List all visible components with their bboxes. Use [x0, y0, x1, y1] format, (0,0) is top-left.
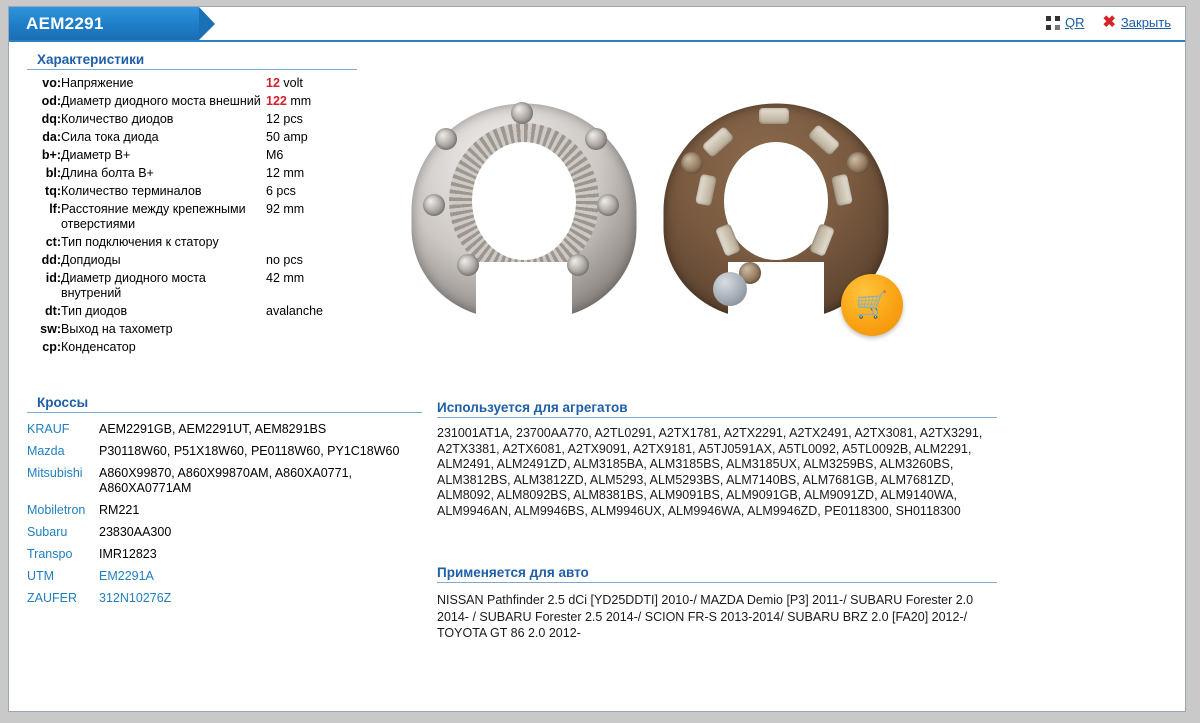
table-row	[27, 252, 357, 270]
spec-value	[266, 321, 357, 339]
spec-value: 12 mm	[266, 166, 305, 180]
spec-label: Выход на тахометр	[61, 322, 173, 336]
product-card-window	[8, 6, 1186, 712]
cross-brand: Mitsubishi	[27, 466, 83, 480]
spec-value	[266, 339, 357, 357]
cross-code-text: AEM2291GB, AEM2291UT, AEM8291BS	[99, 422, 327, 436]
spec-label: Количество диодов	[61, 112, 174, 126]
titlebar-actions	[1046, 15, 1171, 30]
diode	[759, 108, 789, 124]
table-row	[27, 303, 357, 321]
table-row	[27, 588, 422, 610]
cross-code-link[interactable]: 312N10276Z	[99, 591, 172, 605]
spec-key: vo:	[42, 76, 61, 90]
spec-label: Диаметр B+	[61, 148, 131, 162]
spec-key: dq:	[41, 112, 61, 126]
cross-codes: A860X99870, A860X99870AM, A860XA0771, A860XA0771AM	[99, 466, 352, 495]
spec-key: od:	[41, 94, 61, 108]
window-titlebar	[9, 7, 1185, 40]
table-row	[27, 129, 357, 147]
mount-hole	[435, 128, 457, 150]
spec-key: b+:	[41, 148, 61, 162]
spec-key: dt:	[45, 304, 61, 318]
spec-key: id:	[45, 271, 61, 285]
spec-label: Тип диодов	[61, 304, 128, 318]
page-title: AEM2291	[26, 13, 104, 33]
cross-brand: UTM	[27, 569, 55, 583]
qr-button[interactable]	[1046, 15, 1085, 30]
table-row	[27, 522, 422, 544]
spec-value-unit: mm	[290, 94, 312, 108]
table-row	[27, 463, 422, 500]
cross-brand: Mobiletron	[27, 503, 86, 517]
spec-label: Напряжение	[61, 76, 134, 90]
body-gap	[476, 262, 572, 340]
spec-label: Сила тока диода	[61, 130, 159, 144]
spec-key: dd:	[41, 253, 61, 267]
vehicles-heading: Применяется для авто	[437, 565, 997, 583]
qr-icon	[1046, 16, 1060, 30]
cross-code-link[interactable]: EM2291A	[99, 569, 154, 583]
aggregates-heading: Используется для агрегатов	[437, 400, 997, 418]
mount-hole	[511, 102, 533, 124]
vehicles-panel	[437, 565, 997, 642]
table-row	[27, 111, 357, 129]
spec-label: Диаметр диодного моста внутрений	[61, 271, 206, 300]
cross-codes	[99, 419, 422, 441]
table-row	[27, 339, 357, 357]
crosses-table	[27, 419, 422, 610]
add-to-cart-button[interactable]	[841, 274, 903, 336]
crosses-panel	[27, 395, 422, 610]
table-row	[27, 234, 357, 252]
spec-value-unit: volt	[283, 76, 303, 90]
table-row	[27, 165, 357, 183]
spec-value: 92 mm	[266, 202, 305, 216]
cross-codes	[99, 566, 422, 588]
title-tab	[9, 7, 199, 40]
mount-hole	[567, 254, 589, 276]
table-row	[27, 93, 357, 111]
spec-key: lf:	[49, 202, 61, 216]
qr-label: QR	[1065, 15, 1085, 30]
rectifier-front-image[interactable]	[399, 86, 649, 336]
cross-codes: P30118W60, P51X18W60, PE0118W60, PY1C18W60	[99, 444, 400, 458]
mount-hole	[585, 128, 607, 150]
mount-hole-back	[847, 152, 869, 174]
table-row	[27, 201, 357, 234]
capacitor	[713, 272, 747, 306]
mount-hole	[457, 254, 479, 276]
cross-brand: Subaru	[27, 525, 68, 539]
specs-table	[27, 75, 357, 357]
cross-brand: KRAUF	[27, 422, 70, 436]
cross-brand: Mazda	[27, 444, 65, 458]
spec-key: tq:	[45, 184, 61, 198]
spec-value: no pcs	[266, 253, 303, 267]
table-row	[27, 321, 357, 339]
spec-value-number: 122	[266, 94, 287, 108]
titlebar-divider	[9, 40, 1185, 42]
cross-codes: IMR12823	[99, 547, 157, 561]
mount-hole	[597, 194, 619, 216]
spec-value-number: 12	[266, 76, 280, 90]
aggregates-panel	[437, 400, 997, 519]
mount-hole	[423, 194, 445, 216]
spec-key: sw:	[40, 322, 61, 336]
spec-value: 50 amp	[266, 130, 308, 144]
spec-value: avalanche	[266, 304, 323, 318]
spec-value	[266, 93, 357, 111]
spec-value: M6	[266, 148, 284, 162]
spec-key: cp:	[42, 340, 61, 354]
spec-value: 42 mm	[266, 271, 305, 285]
cross-codes: RM221	[99, 503, 140, 517]
close-label: Закрыть	[1120, 15, 1171, 30]
spec-value: 6 pcs	[266, 184, 296, 198]
table-row	[27, 183, 357, 201]
vehicles-text: NISSAN Pathfinder 2.5 dCi [YD25DDTI] 2010-/ MAZDA Demio [P3] 2011-/ SUBARU Forester 2.0 2014- / SUBARU Forester 2.5 2014-/ SCION FR-S 2013-2014/ SUBARU BRZ 2.0 [FA20] 2012-/ TOYOTA GT 86 2.0 2012-	[437, 593, 974, 640]
close-icon: ✖	[1102, 13, 1116, 31]
aggregates-text: 231001AT1A, 23700AA770, A2TL0291, A2TX1781, A2TX2291, A2TX2491, A2TX3081, A2TX3291, A2TX3381, A2TX6081, A2TX9091, A2TX9181, A5TJ0591AX, A5TL0092, A5TL0092B, ALM2291, ALM2491, ALM2491ZD, ALM3185BA, ALM3185BS, ALM3185UX, ALM3259BS, ALM3260BS, ALM3812BS, ALM3812ZD, ALM5293, ALM5293BS, ALM7140BS, ALM7681GB, ALM7681ZD, ALM8092, ALM8092BS, ALM8381BS, ALM9091BS, ALM9091GB, ALM9091ZD, ALM9140WA, ALM9946AN, ALM9946BS, ALM9946UX, ALM9946WA, ALM9946ZD, PE0118300, SH0118300	[437, 426, 983, 518]
spec-value	[266, 75, 357, 93]
cross-brand: ZAUFER	[27, 591, 77, 605]
center-hole	[472, 142, 576, 260]
cross-codes	[99, 588, 422, 610]
spec-label: Конденсатор	[61, 340, 136, 354]
table-row	[27, 270, 357, 303]
spec-value: 12 pcs	[266, 112, 303, 126]
spec-key: ct:	[45, 235, 61, 249]
spec-label: Допдиоды	[61, 253, 121, 267]
spec-label: Количество терминалов	[61, 184, 202, 198]
close-button[interactable]	[1103, 15, 1171, 30]
spec-label: Диаметр диодного моста внешний	[61, 94, 261, 108]
mount-hole-back	[681, 152, 703, 174]
specs-panel	[27, 52, 357, 357]
spec-label: Длина болта B+	[61, 166, 154, 180]
specs-heading: Характеристики	[27, 52, 357, 70]
table-row	[27, 544, 422, 566]
cross-codes: 23830AA300	[99, 525, 172, 539]
crosses-heading: Кроссы	[27, 395, 422, 413]
cross-brand: Transpo	[27, 547, 73, 561]
spec-label: Расстояние между крепежными отверстиями	[61, 202, 246, 231]
table-row	[27, 75, 357, 93]
table-row	[27, 419, 422, 441]
table-row	[27, 566, 422, 588]
cart-icon: 🛒	[855, 289, 889, 320]
spec-value	[266, 234, 357, 252]
table-row	[27, 500, 422, 522]
spec-key: da:	[42, 130, 61, 144]
spec-key: bl:	[45, 166, 61, 180]
table-row	[27, 147, 357, 165]
product-images	[389, 86, 909, 346]
table-row	[27, 441, 422, 463]
spec-label: Тип подключения к статору	[61, 235, 219, 249]
